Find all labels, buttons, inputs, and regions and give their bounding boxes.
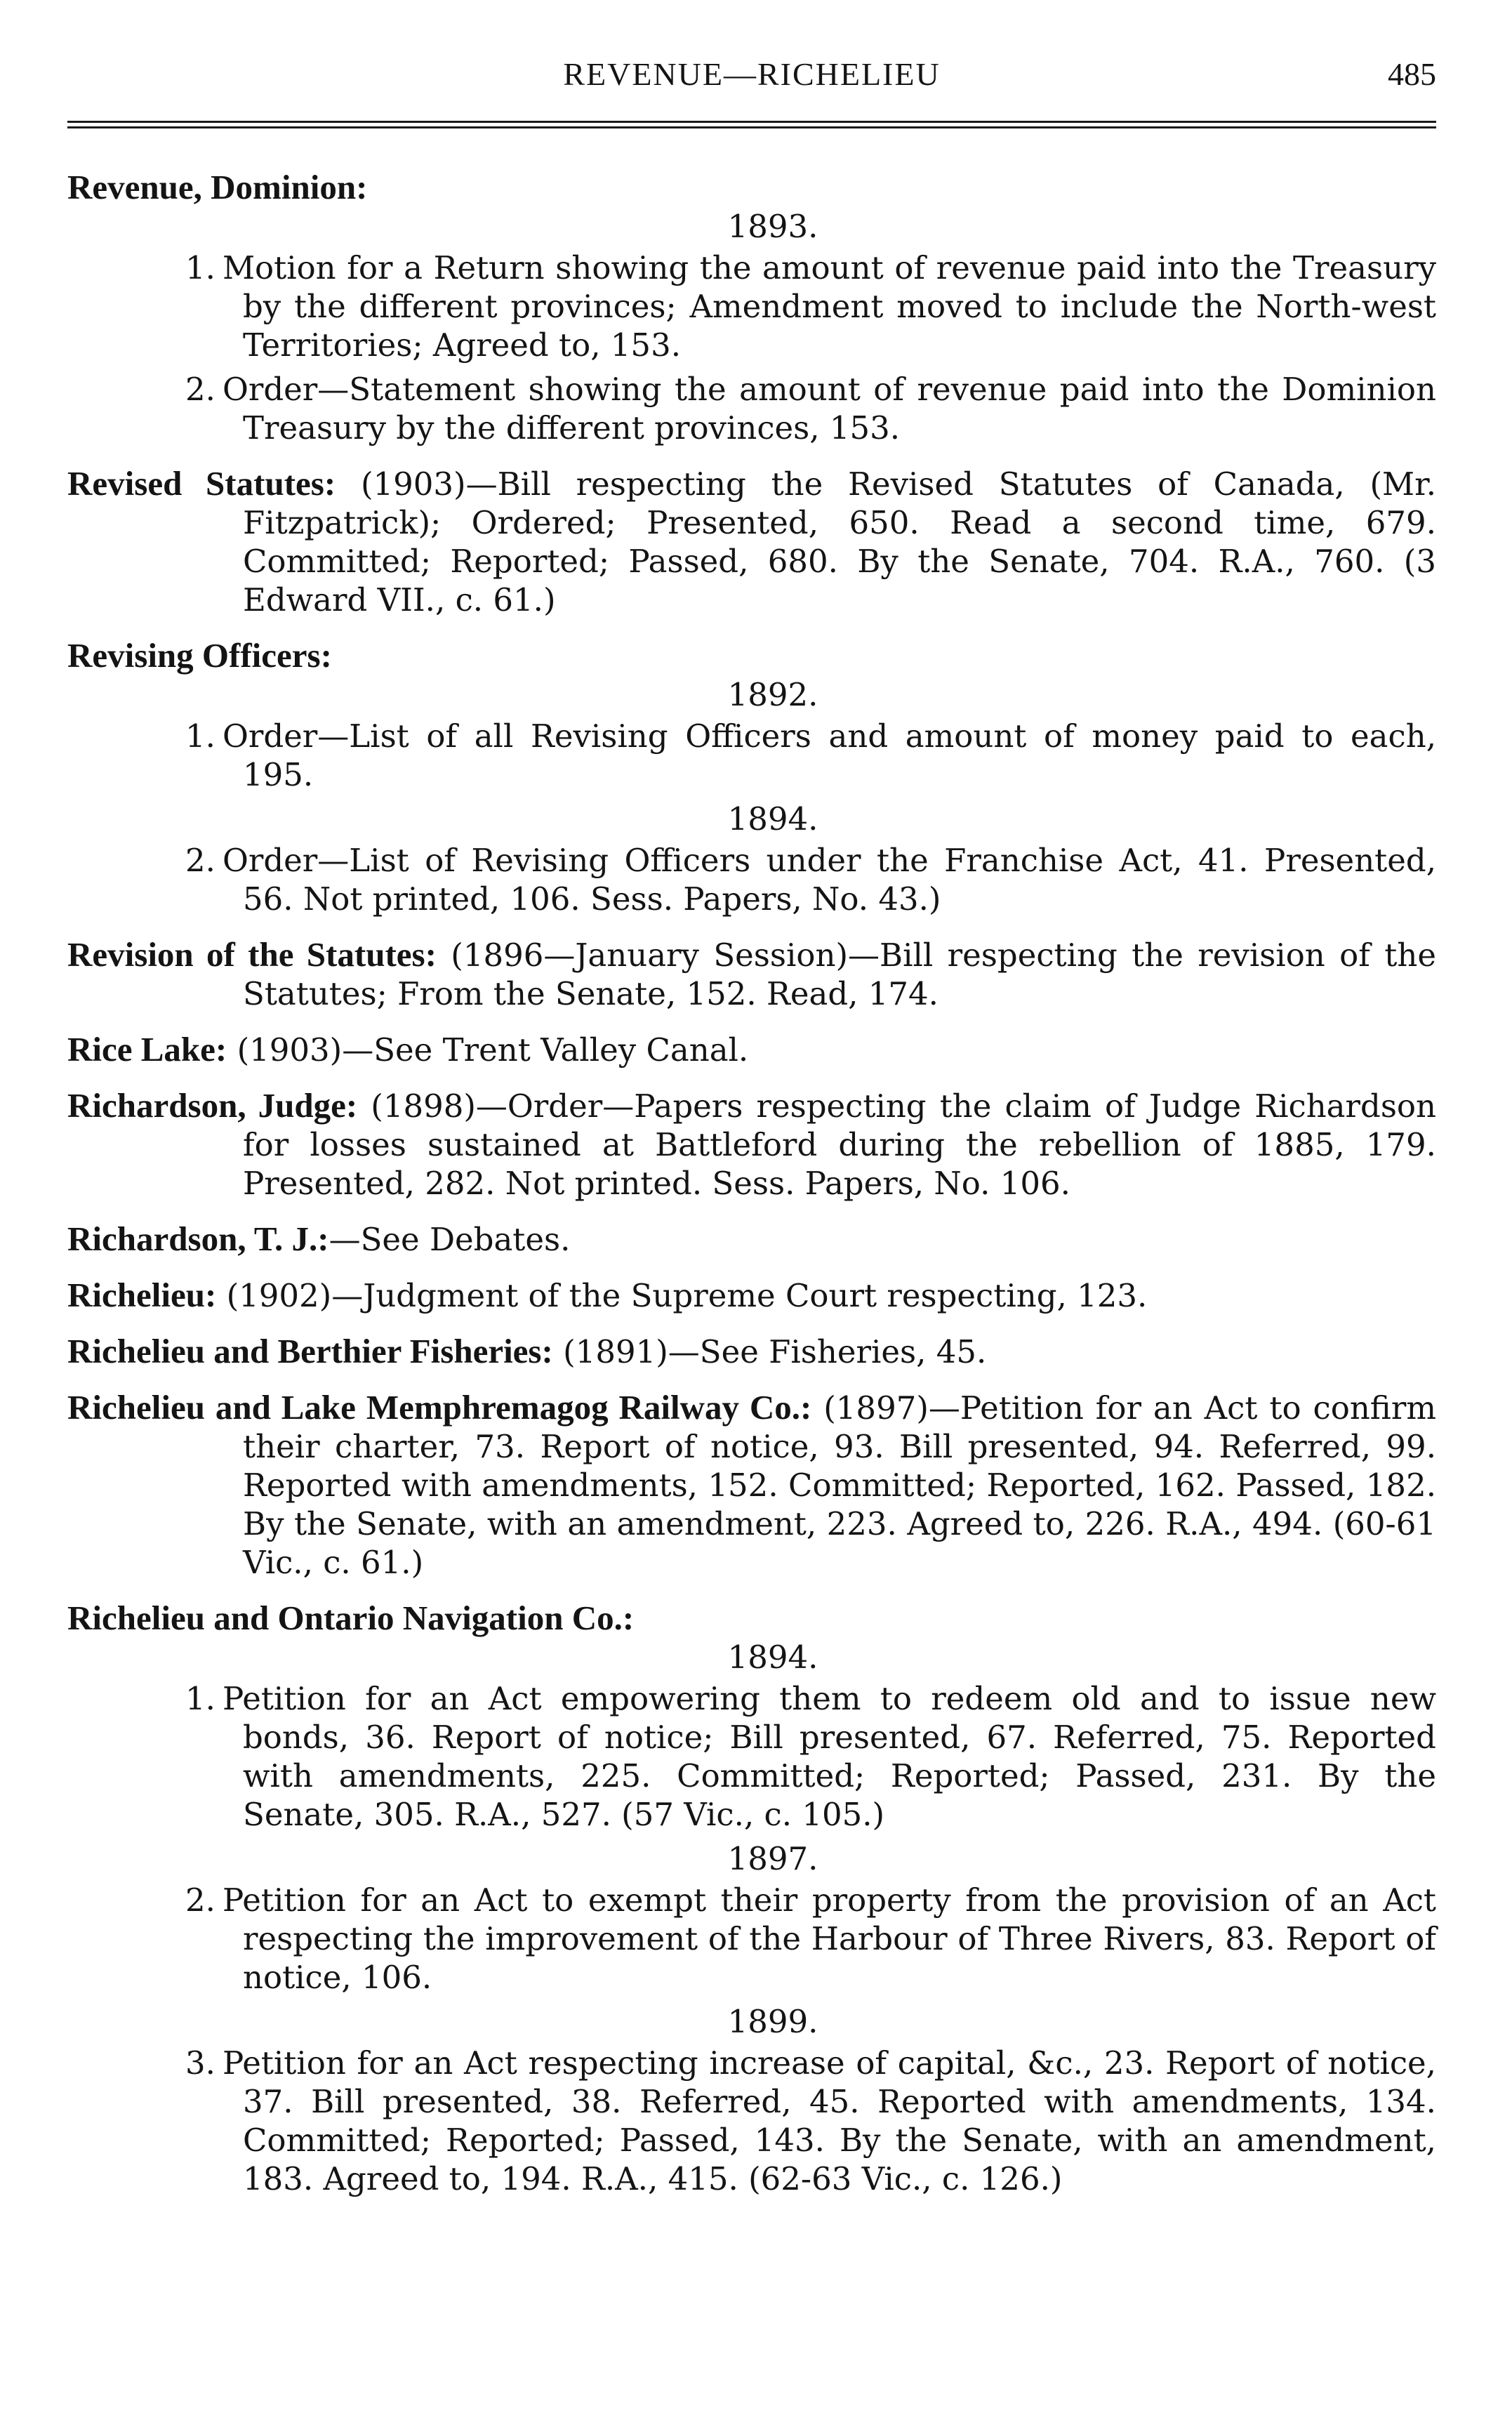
item-number: 1. [185, 249, 215, 286]
running-head-title: REVENUE—RICHELIEU [563, 56, 941, 92]
index-entry-richelieu-berthier-fisheries [67, 1332, 1436, 1371]
entry-item [67, 1679, 1436, 1834]
entry-text: (1903)—See Trent Valley Canal. [237, 1031, 749, 1069]
item-number: 1. [185, 1680, 215, 1717]
index-entry-richardson-tj [67, 1219, 1436, 1259]
index-entry-rice-lake [67, 1030, 1436, 1069]
index-entry-richardson-judge [67, 1086, 1436, 1203]
entry-heading: Richelieu and Ontario Navigation Co.: [67, 1599, 635, 1637]
entry-text: —See Debates. [329, 1221, 571, 1258]
item-number: 3. [185, 2044, 215, 2082]
item-text: Petition for an Act empowering them to redeem old and to issue new bonds, 36. Report of notice; Bill presented, 67. Referred, 75. Reported with amendments, 225. Committed; Reported; Passed, 231. By the Senate, 305. R.A., 527. (57 Vic., c. 105.) [222, 1680, 1436, 1833]
entry-text: (1903)—Bill respecting the Revised Statutes of Canada, (Mr. Fitzpatrick); Ordered; Presented, 650. Read a second time, 679. Committed; Reported; Passed, 680. By the Senate, 704. R.A., 760. (3 Edward VII., c. 61.) [243, 465, 1436, 619]
entry-text: (1902)—Judgment of the Supreme Court respecting, 123. [226, 1277, 1148, 1314]
entry-heading: Revision of the Statutes: [67, 935, 437, 974]
entry-item [67, 1881, 1436, 1997]
index-entry-revised-statutes [67, 464, 1436, 619]
entry-heading: Richardson, Judge: [67, 1086, 358, 1125]
item-number: 2. [185, 371, 215, 408]
item-number: 1. [185, 717, 215, 755]
entry-heading: Richelieu and Lake Memphremagog Railway Co.: [67, 1388, 812, 1427]
entry-text: (1897)—Petition for an Act to confirm their charter, 73. Report of notice, 93. Bill presented, 94. Referred, 99. Reported with amendments, 152. Committed; Reported, 162. Passed, 182. By the Senate, with an amendment, 223. Agreed to, 226. R.A., 494. (60-61 Vic., c. 61.) [243, 1389, 1436, 1581]
index-entry-richelieu-memphremagog-railway [67, 1388, 1436, 1582]
entry-year: 1894. [727, 800, 818, 838]
item-text: Order—Statement showing the amount of revenue paid into the Dominion Treasury by the different provinces, 153. [222, 371, 1436, 447]
entry-heading: Richelieu: [67, 1276, 217, 1314]
entry-item [67, 2044, 1436, 2198]
entry-heading: Richardson, T. J.: [67, 1219, 329, 1258]
entry-year: 1897. [727, 1840, 818, 1877]
entry-item [67, 841, 1436, 918]
entry-year: 1892. [727, 676, 818, 713]
index-entry-richelieu [67, 1276, 1436, 1315]
entry-year: 1894. [727, 1639, 818, 1676]
entry-heading: Richelieu and Berthier Fisheries: [67, 1332, 553, 1370]
item-text: Petition for an Act to exempt their property from the provision of an Act respecting the improvement of the Harbour of Three Rivers, 83. Report of notice, 106. [222, 1882, 1436, 1996]
item-number: 2. [185, 842, 215, 879]
entry-heading: Revenue, Dominion: [67, 168, 368, 206]
entry-heading: Revised Statutes: [67, 464, 336, 503]
page-number: 485 [1388, 56, 1436, 92]
entry-item [67, 249, 1436, 364]
entry-item [67, 370, 1436, 447]
item-number: 2. [185, 1882, 215, 1919]
entry-item [67, 717, 1436, 794]
entry-year: 1893. [727, 208, 818, 245]
entry-heading: Revising Officers: [67, 636, 332, 675]
index-entry-revision-of-the-statutes [67, 935, 1436, 1013]
index-entry-revising-officers [67, 636, 1436, 918]
index-entry-richelieu-ontario-navigation [67, 1599, 1436, 2198]
index-entry-revenue-dominion [67, 168, 1436, 447]
item-text: Petition for an Act respecting increase of capital, &c., 23. Report of notice, 37. Bill presented, 38. Referred, 45. Reported with amendments, 134. Committed; Reported; Passed, 143. By the Senate, with an amendment, 183. Agreed to, 194. R.A., 415. (62-63 Vic., c. 126.) [222, 2044, 1436, 2197]
running-head [67, 55, 1436, 97]
entry-text: (1898)—Order—Papers respecting the claim of Judge Richardson for losses sustained at Battleford during the rebellion of 1885, 179. Presented, 282. Not printed. Sess. Papers, No. 106. [243, 1087, 1436, 1202]
entry-heading: Rice Lake: [67, 1030, 227, 1069]
item-text: Motion for a Return showing the amount of revenue paid into the Treasury by the different provinces; Amendment moved to include the North-west Territories; Agreed to, 153. [222, 249, 1436, 364]
entry-text: (1891)—See Fisheries, 45. [563, 1333, 987, 1370]
item-text: Order—List of Revising Officers under the Franchise Act, 41. Presented, 56. Not printed, 106. Sess. Papers, No. 43.) [222, 842, 1436, 918]
entry-text: (1896—January Session)—Bill respecting the revision of the Statutes; From the Senate, 152. Read, 174. [243, 937, 1436, 1012]
double-rule [67, 121, 1436, 128]
item-text: Order—List of all Revising Officers and amount of money paid to each, 195. [222, 717, 1436, 793]
entry-year: 1899. [727, 2003, 818, 2040]
